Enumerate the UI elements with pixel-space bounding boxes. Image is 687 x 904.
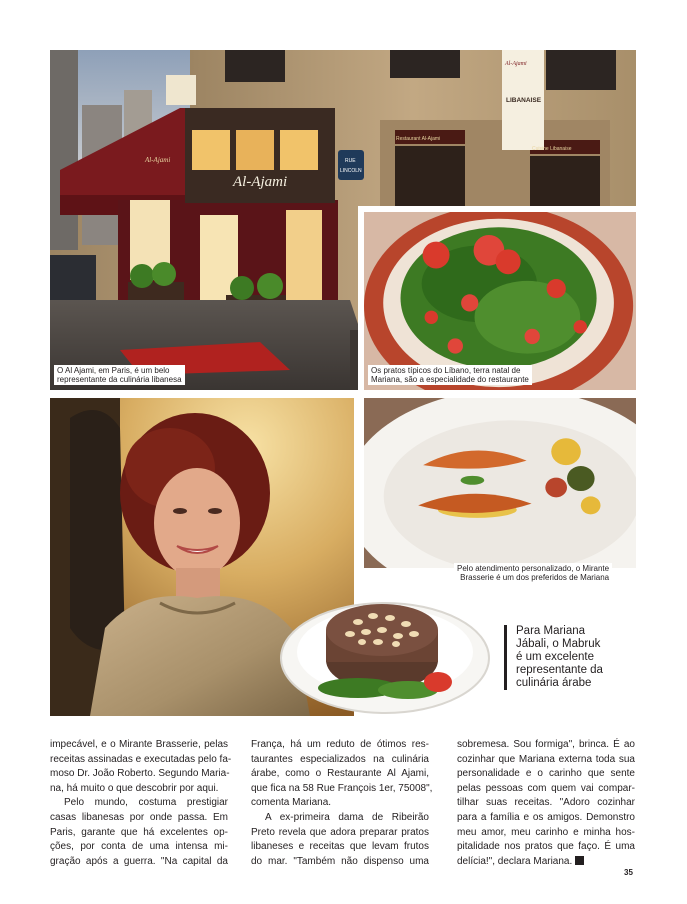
text-line: impecável, e o Mirante Brasserie, pelas	[50, 739, 228, 750]
text-line: delícia!", declara Mariana.	[457, 855, 573, 867]
text-line: Paris, garante que há excelentes op-	[50, 826, 228, 838]
text-line: cozinhar que Mariana externa toda sua	[457, 753, 635, 765]
text-line: taurantes especializados na culinária	[251, 753, 429, 765]
caption-line: Mariana, são a especialidade do restaurante	[371, 375, 529, 384]
shrimp-photo	[362, 398, 638, 588]
text-line-last	[457, 855, 635, 870]
text-line: ções, por conta de uma intensa mi-	[50, 841, 228, 853]
sidebar-line: culinária árabe	[516, 677, 592, 689]
banner-logo-text: Al-Ajami	[505, 61, 527, 67]
text-line: pitalidade nos pratos que faço. É uma	[457, 841, 635, 853]
sidebar-line: Jábali, o Mabruk	[516, 638, 601, 650]
text-line: Preto revela que adora preparar pratos	[251, 826, 429, 838]
text-line: França, há um reduto de ótimos res-	[251, 739, 429, 750]
text-line: tilhar suas receitas. "Adoro cozinhar	[457, 797, 635, 809]
sidebar-caption	[504, 625, 636, 690]
text-column-2	[251, 738, 433, 869]
caption-line: O Al Ajami, em Paris, é um belo	[57, 366, 170, 375]
text-line: receitas assinadas e executadas pelo fa-	[50, 753, 232, 765]
fascia-right-text: Cuisine Libanaise	[532, 146, 572, 152]
text-line: moso Dr. João Roberto. Segundo Maria-	[50, 768, 230, 780]
caption-line: Os pratos típicos do Líbano, terra natal de	[371, 366, 521, 375]
text-column-1	[50, 738, 232, 869]
sidebar-line: Para Mariana	[516, 625, 586, 637]
text-column-3	[457, 738, 635, 869]
text-line: gração após a guerra. "Na capital da	[50, 855, 228, 867]
fascia-left-text: Restaurant Al-Ajami	[396, 136, 441, 142]
text-line: árabe, como o Restaurante Al Ajami,	[251, 768, 429, 780]
text-line: comenta Mariana.	[251, 797, 332, 809]
end-mark-icon	[575, 856, 584, 865]
text-line: pelas pessoas com quem vai compar-	[457, 782, 635, 794]
text-line: na, há muito o que descobrir por aqui.	[50, 782, 219, 794]
text-line: para a família e os amigos. Demonstro	[457, 811, 635, 823]
awning-sign-text: Al-Ajami	[145, 156, 171, 164]
mabruk-photo	[278, 580, 493, 715]
banner-text: LIBANAISE	[506, 97, 542, 104]
caption-line: Brasserie é um dos preferidos de Mariana	[460, 573, 610, 582]
text-line: que fica na 58 Rue François 1er, 75008",	[251, 782, 433, 794]
text-line: do mar. "Também não dispenso uma	[251, 855, 429, 867]
text-line: A ex-primeira dama de Ribeirão	[265, 811, 429, 823]
text-line: sobremesa. Sou formiga", brinca. É ao	[457, 739, 635, 750]
sidebar-line: é um excelente	[516, 651, 594, 663]
text-line: Pelo mundo, costuma prestigiar	[64, 797, 228, 809]
text-line: casas libanesas por onde passa. Em	[50, 811, 228, 823]
page-number: 35	[624, 868, 633, 877]
street-sign-line1: RUE	[345, 158, 356, 164]
main-sign-text: Al-Ajami	[233, 174, 288, 190]
restaurant-caption	[54, 365, 185, 385]
text-line: meu amor, meu carinho e minha hos-	[457, 826, 635, 838]
caption-line: Pelo atendimento personalizado, o Mirante	[457, 564, 610, 573]
tabbouleh-caption	[368, 365, 532, 385]
sidebar-line: representante da	[516, 664, 603, 676]
caption-line: representante da culinária libanesa	[57, 375, 182, 384]
text-line: libaneses e receitas que levam frutos	[251, 841, 429, 853]
street-sign-line2: LINCOLN	[340, 168, 362, 174]
text-line: personalidade e o carinho que sente	[457, 768, 635, 780]
